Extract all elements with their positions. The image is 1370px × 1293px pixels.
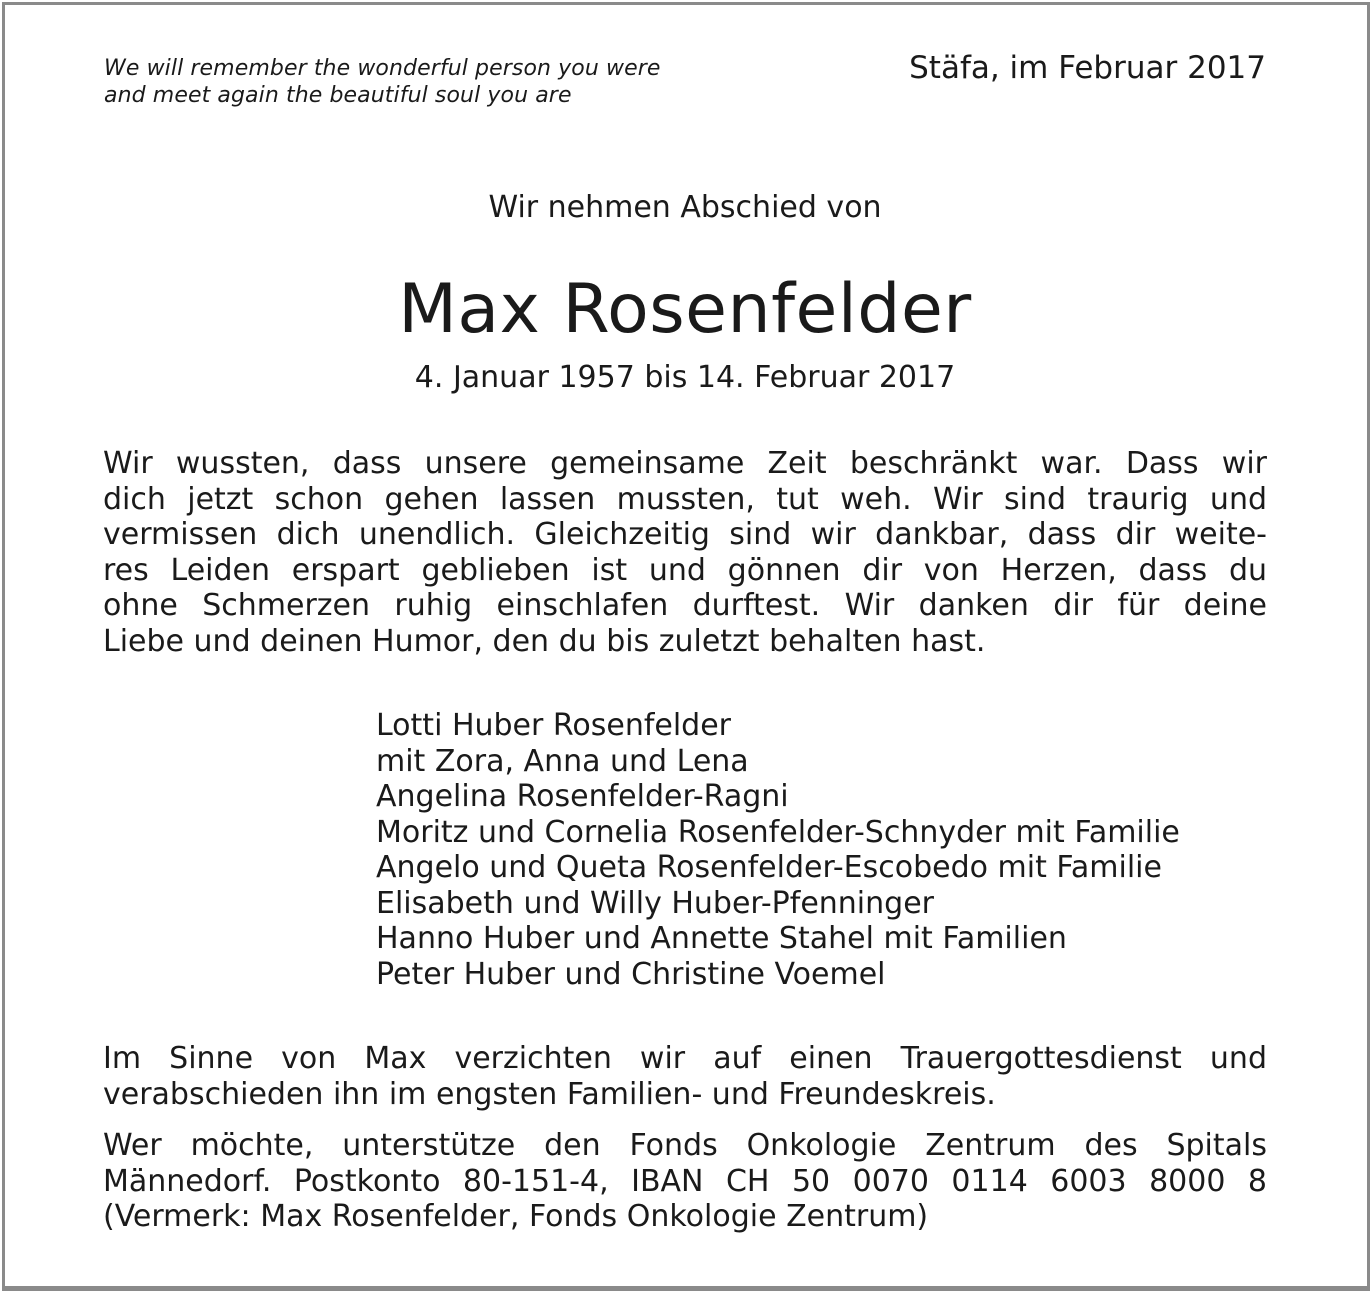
paragraph-line: Wir wussten, dass unsere gemeinsame Zeit beschränkt war. Dass wir <box>103 446 1267 481</box>
mourner-entry: Moritz und Cornelia Rosenfelder-Schnyder mit Familie <box>376 814 1180 850</box>
paragraph-line: ohne Schmerzen ruhig einschlafen durftest. Wir danken dir für deine <box>103 588 1267 623</box>
paragraph-line: vermissen dich unendlich. Gleichzeitig sind wir dankbar, dass dir weite- <box>103 517 1267 552</box>
mourners-list <box>376 708 1180 992</box>
paragraph-line: dich jetzt schon gehen lassen mussten, tut weh. Wir sind traurig und <box>103 481 1267 517</box>
donation-note <box>103 1128 1267 1235</box>
mourner-entry: Elisabeth und Willy Huber-Pfenninger <box>376 885 934 921</box>
mourner-entry: Lotti Huber Rosenfelder <box>376 708 732 743</box>
deceased-name: Max Rosenfelder <box>398 270 972 349</box>
mourner-entry: Angelina Rosenfelder-Ragni <box>376 779 789 814</box>
service-note <box>103 1041 1267 1112</box>
mourner-entry: mit Zora, Anna und Lena <box>376 743 749 779</box>
paragraph-line: Wer möchte, unterstütze den Fonds Onkologie Zentrum des Spitals <box>103 1128 1267 1163</box>
paragraph-line: (Vermerk: Max Rosenfelder, Fonds Onkologie Zentrum) <box>103 1199 929 1234</box>
mourner-entry: Angelo und Queta Rosenfelder-Escobedo mit Familie <box>376 850 1162 885</box>
life-dates: 4. Januar 1957 bis 14. Februar 2017 <box>414 360 956 395</box>
paragraph-line: Im Sinne von Max verzichten wir auf einen Trauergottesdienst und <box>103 1041 1267 1076</box>
intro-text: Wir nehmen Abschied von <box>488 190 882 225</box>
mourner-entry: Peter Huber und Christine Voemel <box>376 956 886 992</box>
paragraph-line: res Leiden erspart geblieben ist und gönnen dir von Herzen, dass du <box>103 552 1267 588</box>
mourner-entry: Hanno Huber und Annette Stahel mit Familien <box>376 921 1067 956</box>
paragraph-line: Liebe und deinen Humor, den du bis zuletzt behalten hast. <box>103 623 986 659</box>
motto-quote <box>104 55 660 109</box>
motto-line: We will remember the wonderful person you were <box>104 56 661 81</box>
paragraph-line: verabschieden ihn im engsten Familien- und Freundeskreis. <box>103 1076 996 1112</box>
motto-line: and meet again the beautiful soul you are <box>104 83 572 108</box>
place-date: Stäfa, im Februar 2017 <box>909 50 1266 86</box>
paragraph-line: Männedorf. Postkonto 80-151-4, IBAN CH 50 0070 0114 6003 8000 8 <box>103 1163 1267 1199</box>
main-paragraph <box>103 446 1267 659</box>
